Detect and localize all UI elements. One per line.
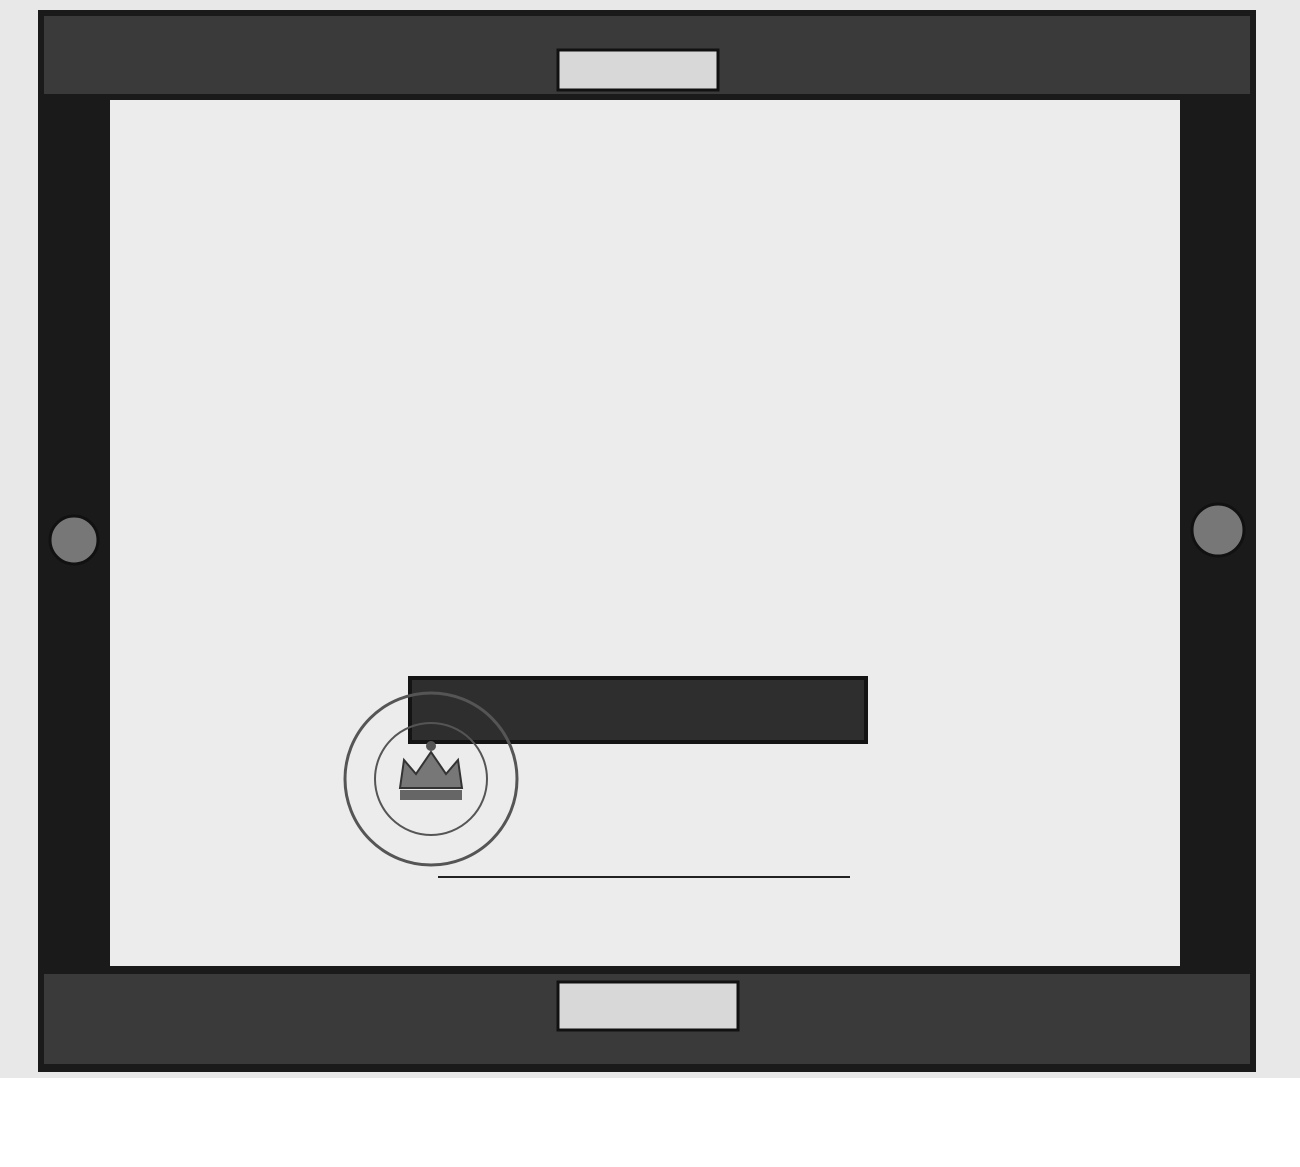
stamp-graphic	[342, 690, 520, 868]
imprint-rule	[438, 876, 850, 878]
title-page-panel	[110, 100, 1180, 966]
right-border-graphic	[1180, 100, 1256, 966]
library-stamp	[342, 690, 520, 868]
left-ornamental-border	[38, 100, 110, 966]
top-border-graphic	[38, 10, 1256, 100]
top-ornamental-border	[38, 10, 1256, 100]
left-border-graphic	[38, 100, 110, 966]
stock-photo-footer	[0, 1078, 1300, 1167]
bottom-border-graphic	[38, 966, 1256, 1072]
right-ornamental-border	[1180, 100, 1256, 966]
bottom-ornamental-border	[38, 966, 1256, 1072]
